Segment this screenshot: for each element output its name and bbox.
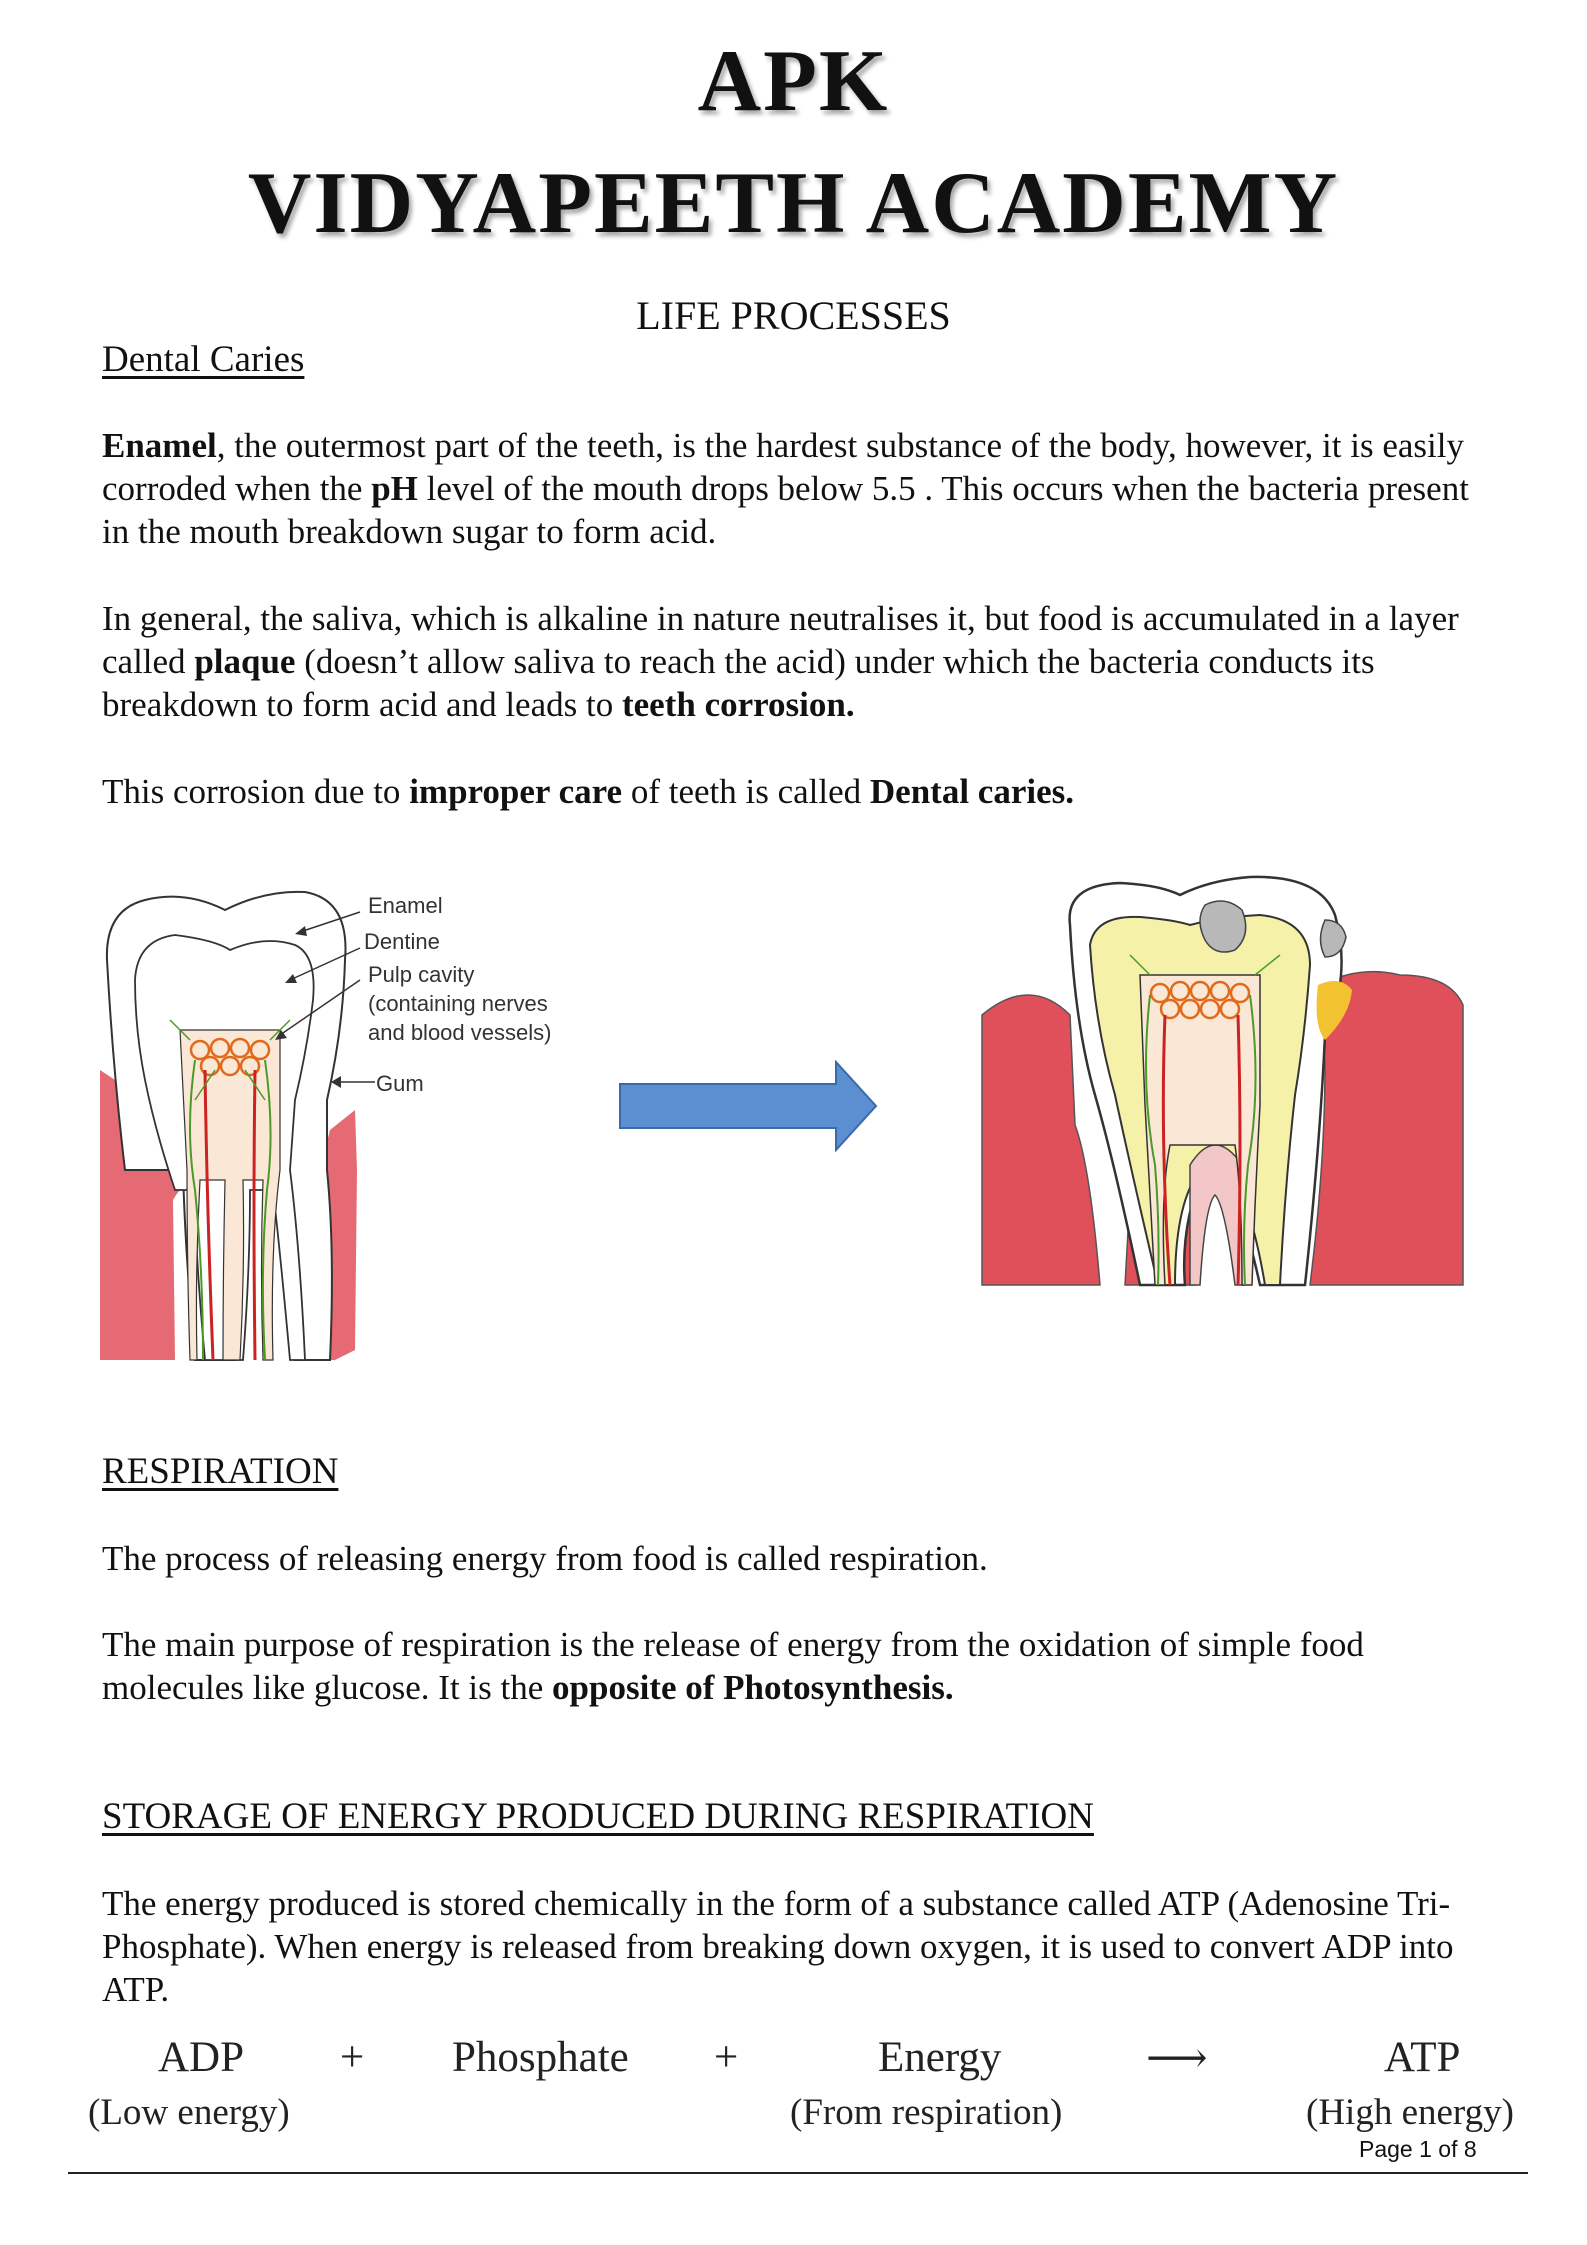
dental-p3-text1: This corrosion due to <box>102 772 410 811</box>
dental-p1-text1: , the outermost part of the teeth, is the hardest substance of the body, however, it is easily corroded when the <box>102 426 1464 508</box>
term-plaque: plaque <box>194 642 296 681</box>
equation-adp-note: (Low energy) <box>88 2092 290 2133</box>
equation-atp-note: (High energy) <box>1306 2092 1514 2133</box>
term-improper-care: improper care <box>409 772 623 811</box>
equation-plus-2: + <box>714 2034 739 2081</box>
equation-arrow-icon: ⟶ <box>1146 2035 1208 2082</box>
decayed-tooth-diagram <box>980 865 1465 1290</box>
transition-arrow-icon <box>618 1060 880 1152</box>
label-pulp-cavity: Pulp cavity <box>368 962 475 987</box>
label-gum: Gum <box>376 1071 424 1096</box>
term-dental-caries: Dental caries. <box>869 772 1074 811</box>
page-subtitle: LIFE PROCESSES <box>636 293 951 338</box>
label-pulp-cavity-line3: and blood vessels) <box>368 1020 552 1045</box>
dental-paragraph-3 <box>102 770 1502 813</box>
storage-paragraph-1: The energy produced is stored chemically in the form of a substance called ATP (Adenosine Tri-Phosphate). When energy is released from breaking down oxygen, it is used to convert ADP into ATP. <box>102 1884 1454 2009</box>
respiration-p2-text1: The main purpose of respiration is the release of energy from the oxidation of simple food molecules like glucose. It is the <box>102 1625 1364 1707</box>
healthy-tooth-diagram <box>95 870 575 1370</box>
label-enamel: Enamel <box>368 893 443 918</box>
dental-p1-text2: level of the mouth drops below 5.5 . This occurs when the bacteria present in the mouth breakdown sugar to form acid. <box>102 469 1469 551</box>
equation-phosphate: Phosphate <box>452 2034 629 2081</box>
respiration-paragraph-1: The process of releasing energy from food is called respiration. <box>102 1539 988 1578</box>
footer-divider <box>68 2172 1528 2174</box>
section-heading-storage-of-energy: STORAGE OF ENERGY PRODUCED DURING RESPIRATION <box>102 1796 1094 1837</box>
dental-p2-text2: (doesn’t allow saliva to reach the acid) under which the bacteria conducts its breakdown to form acid and leads to <box>102 642 1375 724</box>
dental-paragraph-1 <box>102 424 1502 553</box>
respiration-paragraph-2 <box>102 1623 1502 1709</box>
dental-paragraph-2 <box>102 597 1502 726</box>
term-teeth-corrosion: teeth corrosion. <box>621 685 855 724</box>
equation-energy-note: (From respiration) <box>790 2092 1063 2133</box>
equation-plus-1: + <box>340 2034 365 2081</box>
label-dentine: Dentine <box>364 929 440 954</box>
section-heading-respiration: RESPIRATION <box>102 1451 339 1492</box>
dental-p3-text2: of teeth is called <box>622 772 870 811</box>
dental-p2-text1: In general, the saliva, which is alkaline in nature neutralises it, but food is accumulated in a layer called <box>102 599 1459 681</box>
page-number: Page 1 of 8 <box>1359 2136 1477 2162</box>
term-opposite-of-photosynthesis: opposite of Photosynthesis. <box>552 1668 954 1707</box>
term-ph: pH <box>371 469 418 508</box>
academy-name-line1: APK <box>697 33 890 130</box>
equation-adp: ADP <box>158 2034 245 2081</box>
term-enamel: Enamel <box>102 426 217 465</box>
equation-atp: ATP <box>1384 2034 1461 2081</box>
equation-energy: Energy <box>878 2034 1002 2081</box>
section-heading-dental-caries: Dental Caries <box>102 339 305 380</box>
academy-name-line2: VIDYAPEETH ACADEMY <box>247 155 1340 252</box>
label-pulp-cavity-line2: (containing nerves <box>368 991 548 1016</box>
